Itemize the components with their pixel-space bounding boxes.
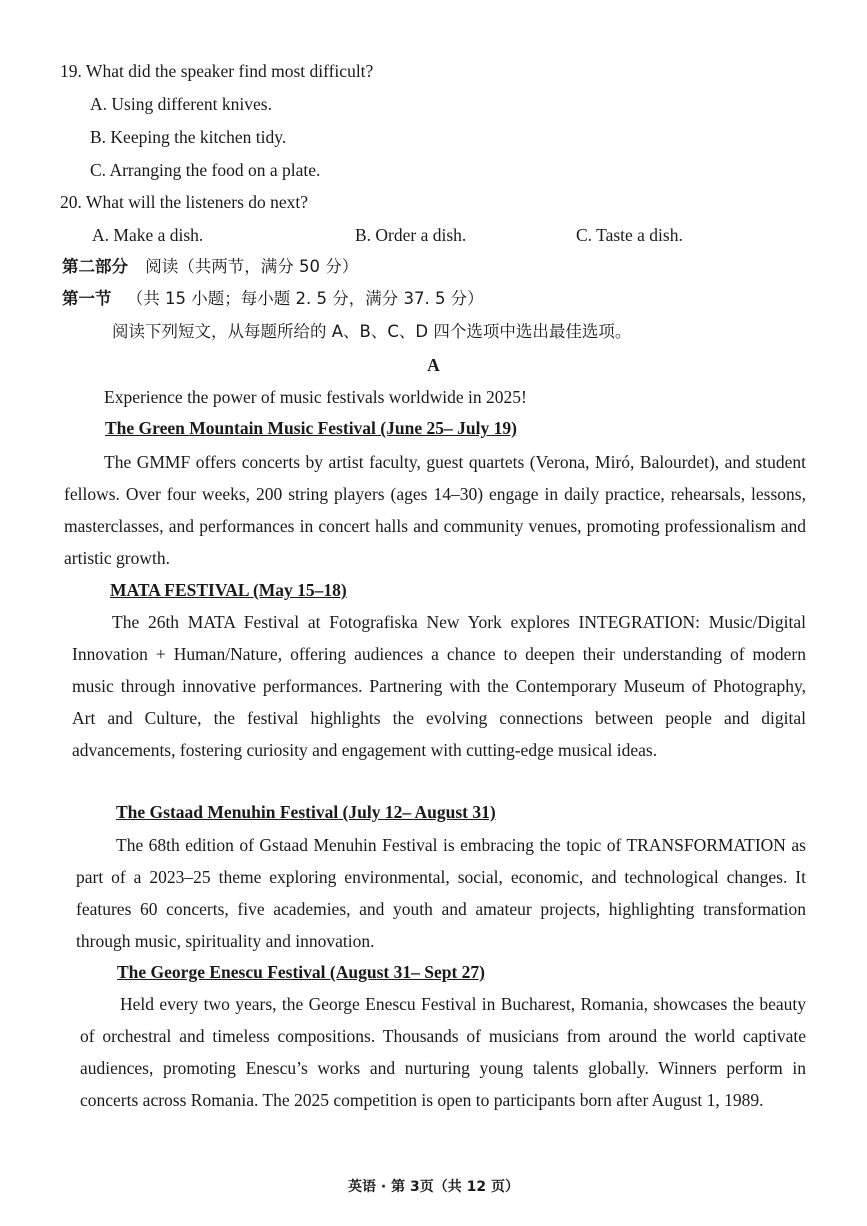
- section-detail: （共 15 小题；每小题 2. 5 分，满分 37. 5 分）: [126, 289, 484, 308]
- festival-body-enescu: Held every two years, the George Enescu Festival in Bucharest, Romania, showcases the beauty of orchestral and timeless compositions. Thousands of musicians from around the world captivate audiences, promoting Enescu’s works and nurturing young talents globally. Winners perform in concerts across Romania. The 2025 competition is open to participants born after August 1, 1989.: [80, 994, 806, 1110]
- question-20-option-b: B. Order a dish.: [355, 225, 467, 245]
- question-20-option-a: A. Make a dish.: [92, 225, 204, 245]
- part-title: 阅读（共两节，满分 50 分）: [145, 257, 359, 276]
- festival-heading-green-mountain: The Green Mountain Music Festival (June 25– July 19): [105, 418, 517, 438]
- passage-intro: Experience the power of music festivals worldwide in 2025!: [104, 387, 527, 407]
- passage-letter: A: [427, 355, 440, 375]
- question-19-stem: 19. What did the speaker find most difficult?: [60, 61, 374, 81]
- festival-heading-enescu: The George Enescu Festival (August 31– Sept 27): [117, 962, 485, 982]
- festival-body-gstaad: The 68th edition of Gstaad Menuhin Festival is embracing the topic of TRANSFORMATION as part of a 2023–25 theme exploring environmental, social, economic, and technological changes. It features 60 concerts, five academies, and youth and amateur projects, highlighting transformation through music, spirituality and innovation.: [76, 835, 806, 951]
- festival-body-green-mountain: The GMMF offers concerts by artist faculty, guest quartets (Verona, Miró, Balourdet), and student fellows. Over four weeks, 200 string players (ages 14–30) engage in daily practice, rehearsals, lessons, masterclasses, and performances in concert halls and community venues, promoting professionalism and artistic growth.: [64, 452, 806, 568]
- page-footer: 英语 · 第 3页（共 12 页）: [348, 1179, 519, 1195]
- festival-heading-mata: MATA FESTIVAL (May 15–18): [110, 580, 347, 600]
- question-20-option-c: C. Taste a dish.: [576, 225, 683, 245]
- section-label: 第一节: [62, 289, 112, 308]
- question-20-stem: 20. What will the listeners do next?: [60, 192, 309, 212]
- question-19-option-c: C. Arranging the food on a plate.: [90, 160, 321, 180]
- question-19-option-b: B. Keeping the kitchen tidy.: [90, 127, 287, 147]
- festival-heading-gstaad: The Gstaad Menuhin Festival (July 12– August 31): [116, 802, 496, 822]
- part-label: 第二部分: [62, 257, 128, 276]
- part-two-heading: [62, 256, 358, 278]
- reading-instruction: 阅读下列短文，从每题所给的 A、B、C、D 四个选项中选出最佳选项。: [112, 322, 632, 341]
- festival-body-mata: The 26th MATA Festival at Fotografiska New York explores INTEGRATION: Music/Digital Innovation + Human/Nature, offering audiences a chance to deepen their understanding of modern music through innovative performances. Partnering with the Contemporary Museum of Photography, Art and Culture, the festival highlights the evolving connections between people and digital advancements, fostering curiosity and engagement with cutting-edge musical ideas.: [72, 612, 806, 760]
- question-19-option-a: A. Using different knives.: [90, 94, 272, 114]
- section-one-heading: [62, 288, 484, 310]
